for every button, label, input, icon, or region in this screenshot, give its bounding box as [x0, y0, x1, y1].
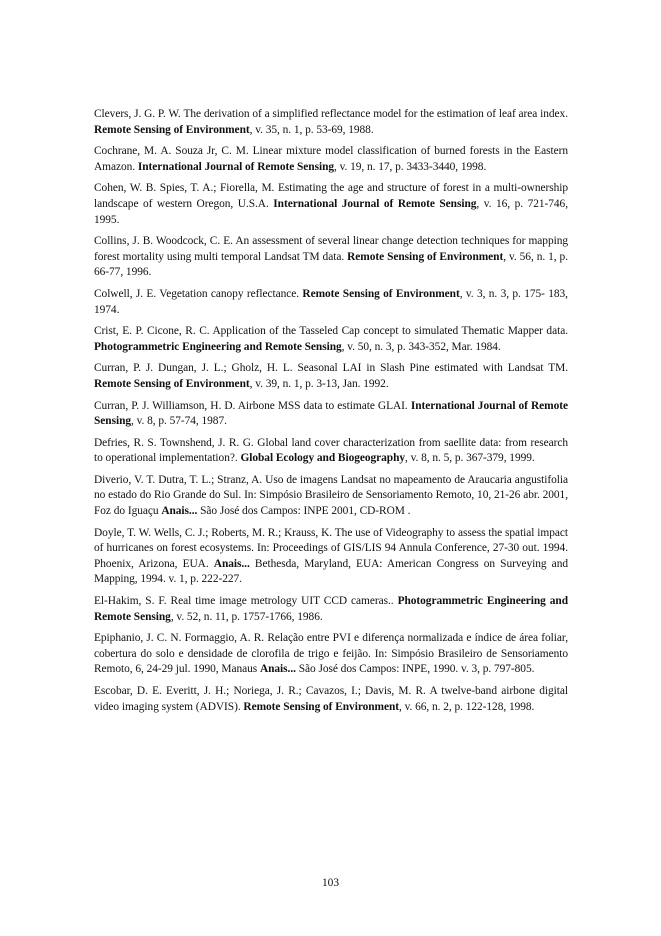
reference-entry — [94, 324, 568, 355]
journal-title: Photogrammetric Engineering and Remote Sensing — [94, 340, 342, 353]
reference-details: , v. 56, n. 1, p. 66-77, 1996. — [94, 250, 568, 279]
reference-details: , v. 16, p. 721-746, 1995. — [94, 197, 568, 226]
reference-details: São José dos Campos: INPE 2001, CD-ROM . — [197, 505, 411, 518]
reference-details: , v. 66, n. 2, p. 122-128, 1998. — [399, 700, 535, 713]
reference-details: , v. 3, n. 3, p. 175- 183, 1974. — [94, 287, 568, 316]
reference-text: Cohen, W. B. Spies, T. A.; Fiorella, M. Estimating the age and structure of forest in a multi-ownership landscape of western Oregon, U.S.A. — [94, 182, 568, 210]
reference-entry — [94, 399, 568, 430]
reference-text: El-Hakim, S. F. Real time image metrology UIT CCD cameras.. — [94, 595, 398, 608]
reference-details: , v. 8, n. 5, p. 367-379, 1999. — [405, 452, 535, 465]
reference-text: Curran, P. J. Dungan, J. L.; Gholz, H. L. Seasonal LAI in Slash Pine estimated with Landsat TM. — [94, 362, 568, 375]
reference-text: Crist, E. P. Cicone, R. C. Application of the Tasseled Cap concept to simulated Thematic Mapper data. — [94, 325, 568, 338]
reference-entry — [94, 473, 568, 520]
journal-title: Anais... — [161, 505, 198, 518]
reference-entry — [94, 684, 568, 715]
reference-entry — [94, 631, 568, 678]
journal-title: International Journal of Remote Sensing — [137, 160, 335, 173]
reference-entry — [94, 234, 568, 281]
journal-title: Photogrammetric Engineering and Remote Sensing — [94, 595, 568, 623]
reference-details: São José dos Campos: INPE, 1990. v. 3, p. 797-805. — [295, 663, 535, 676]
journal-title: International Journal of Remote Sensing — [94, 399, 569, 428]
reference-text: Collins, J. B. Woodcock, C. E. An assessment of several linear change detection techniques for mapping forest mortality using multi temporal Landsat TM data. — [94, 235, 568, 263]
reference-text: Escobar, D. E. Everitt, J. H.; Noriega, J. R.; Cavazos, I.; Davis, M. R. A twelve-band airbone digital video imaging system (ADVIS). — [94, 685, 568, 713]
reference-text: Epiphanio, J. C. N. Formaggio, A. R. Relação entre PVI e diferença normalizada e índice de área foliar, cobertura do solo e densidade de clorofila de trigo e feijão. In: Simpósio Brasileiro de Sensoriamento Remoto, 6, 24-29 jul. 1990, Manaus — [94, 632, 568, 676]
reference-entry — [94, 594, 568, 625]
reference-entry — [94, 287, 568, 318]
journal-title: Remote Sensing of Environment — [94, 123, 250, 136]
reference-entry — [94, 144, 568, 175]
journal-title: Anais... — [259, 663, 296, 676]
reference-entry — [94, 107, 568, 138]
reference-details: , v. 19, n. 17, p. 3433-3440, 1998. — [334, 160, 487, 173]
reference-text: Clevers, J. G. P. W. The derivation of a simplified reflectance model for the estimation of leaf area index. — [94, 108, 568, 120]
reference-text: Defries, R. S. Townshend, J. R. G. Global land cover characterization from saellite data: from research to operational implementation?. — [94, 436, 568, 465]
reference-entry — [94, 361, 568, 392]
reference-details: Bethesda, Maryland, EUA: American Congress on Surveying and Mapping, 1994. v. 1, p. 222-227. — [94, 557, 568, 586]
journal-title: Remote Sensing of Environment — [94, 377, 250, 390]
reference-entry — [94, 526, 568, 588]
reference-details: , v. 50, n. 3, p. 343-352, Mar. 1984. — [341, 340, 501, 353]
reference-entry — [94, 436, 568, 467]
journal-title: Remote Sensing of Environment — [243, 700, 400, 713]
reference-details: , v. 39, n. 1, p. 3-13, Jan. 1992. — [249, 377, 389, 390]
reference-text: Cochrane, M. A. Souza Jr, C. M. Linear mixture model classification of burned forests in the Eastern Amazon. — [94, 145, 568, 173]
reference-details: , v. 8, p. 57-74, 1987. — [131, 415, 227, 428]
reference-details: , v. 52, n. 11, p. 1757-1766, 1986. — [170, 610, 323, 623]
reference-text: Doyle, T. W. Wells, C. J.; Roberts, M. R.; Krauss, K. The use of Videography to assess the spatial impact of hurricanes on forest ecosystems. In: Proceedings of GIS/LIS 94 Annula Conference, 27-30 out. 1994. Phoenix, Arizona, EUA. — [94, 526, 568, 570]
journal-title: Global Ecology and Biogeography — [240, 452, 406, 465]
journal-title: International Journal of Remote Sensing — [273, 197, 477, 210]
reference-text: Diverio, V. T. Dutra, T. L.; Stranz, A. Uso de imagens Landsat no mapeamento de Araucaria angustifolia no estado do Rio Grande do Sul. In: Simpósio Brasileiro de Sensoriamento Remoto, 10, 21-26 abr. 2001, Foz do Iguaçu — [94, 473, 568, 518]
reference-details: , v. 35, n. 1, p. 53-69, 1988. — [249, 123, 374, 136]
page-number: 103 — [321, 877, 340, 889]
reference-text: Colwell, J. E. Vegetation canopy reflectance. — [94, 287, 303, 300]
reference-list — [94, 107, 568, 721]
reference-text: Curran, P. J. Williamson, H. D. Airbone MSS data to estimate GLAI. — [94, 399, 411, 412]
reference-entry — [94, 181, 568, 228]
journal-title: Remote Sensing of Environment — [347, 250, 504, 263]
journal-title: Remote Sensing of Environment — [302, 287, 460, 300]
journal-title: Anais... — [213, 557, 250, 570]
